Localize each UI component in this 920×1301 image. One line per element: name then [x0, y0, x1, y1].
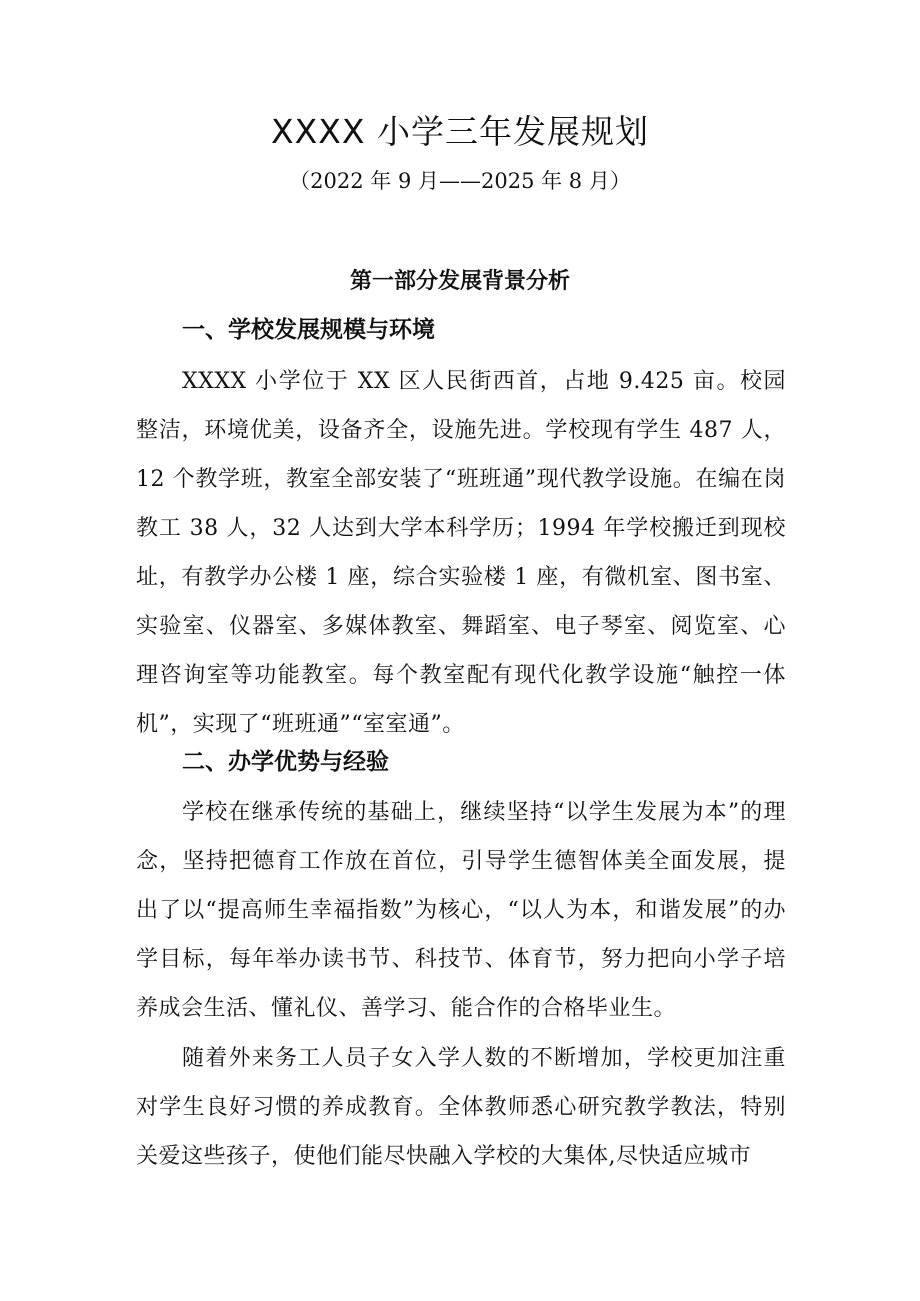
part-heading: 第一部分发展背景分析 — [349, 269, 570, 294]
document-title: XXXX 小学三年发展规划 — [271, 112, 649, 151]
section-heading-advantages: 二、办学优势与经验 — [182, 749, 389, 775]
paragraph-migrant-students: 随着外来务工人员子女入学人数的不断增加，学校更加注重对学生良好习惯的养成教育。全体教师悉心研究教学教法，特别关爱这些孩子，使他们能尽快融入学校的大集体,尽快适应城市 — [136, 1046, 786, 1169]
document-subtitle: （2022 年 9 月——2025 年 8 月） — [289, 169, 631, 193]
paragraph-school-overview: XXXX 小学位于 XX 区人民街西首，占地 9.425 亩。校园整洁，环境优美，设备齐全，设施先进。学校现有学生 487 人，12 个教学班，教室全部安装了“班班通”现代教学设施。在编在岗教工 38 人，32 人达到大学本科学历；1994 年学校搬迁到现校址，有教学办公楼 1 座，综合实验楼 1 座，有微机室、图书室、实验室、仪器室、多媒体教室、舞蹈室、电子琴室、阅览室、心理咨询室等功能教室。每个教室配有现代化教学设施“触控一体机”，实现了“班班通”“室室通”。 — [136, 369, 786, 737]
paragraph-school-philosophy: 学校在继承传统的基础上，继续坚持“以学生发展为本”的理念，坚持把德育工作放在首位，引导学生德智体美全面发展，提出了以“提高师生幸福指数”为核心，“以人为本，和谐发展”的办学目标，每年举办读书节、科技节、体育节，努力把向小学子培养成会生活、懂礼仪、善学习、能合作的合格毕业生。 — [136, 800, 786, 1021]
section-heading-scale-environment: 一、学校发展规模与环境 — [182, 317, 435, 343]
